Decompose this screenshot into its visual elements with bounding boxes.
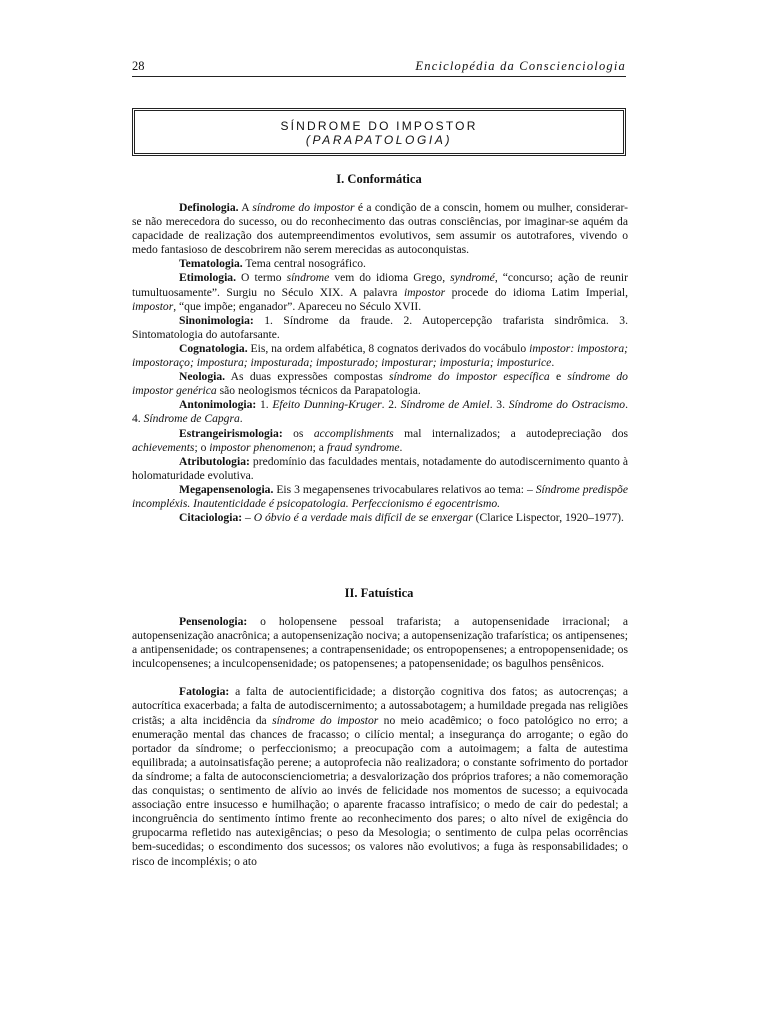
italic-text: impostor (132, 299, 174, 313)
text-run: 1. Síndrome da fraude. 2. Autopercepção trafarista sindrômica. 3. Sintomatologia do autofarsante. (132, 313, 628, 341)
italic-text: síndrome do impostor genérica (132, 370, 628, 398)
text-run: os (282, 426, 314, 440)
entry-term: Fatologia: (179, 685, 230, 699)
text-run: As duas expressões compostas (225, 370, 390, 384)
italic-text: síndrome (286, 271, 330, 285)
text-run: . (399, 440, 403, 454)
entry-term: Estrangeirismologia: (179, 426, 283, 440)
text-run: (Clarice Lispector, 1920–1977). (472, 511, 624, 525)
paragraph (132, 271, 628, 313)
text-run: , “concurso; ação de reunir tumultuosamente”. Surgiu no Século XIX. A palavra (132, 271, 628, 299)
section-body-conformatica (132, 201, 628, 525)
entry-term: Neologia. (179, 370, 226, 384)
section-heading-conformatica: I. Conformática (336, 172, 422, 186)
text-run: . 2. (381, 398, 401, 412)
paragraph (132, 511, 628, 525)
paragraph (132, 201, 628, 257)
entry-term: Antonimologia: (179, 398, 257, 412)
text-run: ; o (194, 440, 210, 454)
italic-text: Síndrome de Amiel (400, 398, 490, 412)
italic-text: Síndrome predispõe incompléxis. Inautenticidade é psicopatologia. Perfeccionismo é egocentrismo. (132, 482, 628, 510)
italic-text: syndromé (450, 271, 495, 285)
italic-text: accomplishments (313, 426, 394, 440)
italic-text: síndrome do impostor (272, 713, 379, 727)
text-run: procede do idioma Latim Imperial, (445, 285, 628, 299)
paragraph (132, 398, 628, 426)
text-run: . 3. (489, 398, 509, 412)
text-run: ; a (312, 440, 327, 454)
text-run: A (238, 201, 253, 214)
running-header (132, 58, 626, 77)
text-run: 1. (256, 398, 273, 412)
text-run: a falta de autocientificidade; a distorção cognitiva dos fatos; as autocrenças; a autocrítica exacerbada; a falta de autodiscernimento; a autossabotagem; a humildade pregada nas religiões cristãs; a alta incidência da (132, 685, 628, 727)
paragraph (132, 455, 628, 483)
text-run: . (551, 356, 555, 370)
entry-title-box (132, 108, 626, 156)
text-run: no meio acadêmico; o foco patológico no erro; a enumeração mental das chances de fracasso; o cilício mental; a insegurança do arrogante; o egão do portador da síndrome; o perfeccionismo; a preocupação com a autoimagem; a falta de autestima equilibrada; a autoinsatisfação perene; a autoprofecia não realizadora; o constante sofrimento do portador da síndrome; a falta de autoconscienciometria; a desvalorização dos próprios trafores; a não comemoração das conquistas; o sentimento de alívio ao invés de felicidade nos momentos de sucesso; a equivocada associação entre insucesso e humilhação; o aparente fracasso intrafísico; o medo de cair do pedestal; a incongruência do sentimento íntimo frente ao reconhecimento dos pares; o alto nível de exigência do grupocarma refletido nas autexigências; o peso da Mesologia; o sentimento de culpa pelas ocorrências bem-sucedidas; o escondimento dos sucessos; os valores não evolutivos; a fuga às responsabilidades; o risco de incompléxis; o ato (132, 713, 628, 868)
italic-text: impostor phenomenon (209, 440, 313, 454)
italic-text: impostor (403, 285, 446, 299)
page-number: 28 (132, 59, 145, 73)
entry-term: Megapensenologia. (179, 482, 274, 496)
paragraph (132, 370, 628, 398)
entry-term: Pensenologia: (179, 615, 248, 628)
italic-text: impostor: impostora; impostoraço; impostura; imposturada; imposturado; imposturar; imposturia; imposturice (132, 341, 628, 370)
text-run: . (239, 412, 243, 426)
section-heading-fatuistica: II. Fatuística (344, 586, 414, 600)
paragraph (132, 615, 628, 671)
text-run: mal internalizados; a autodepreciação dos (393, 426, 629, 440)
paragraph (132, 314, 628, 342)
paragraph (132, 257, 628, 271)
text-run: Tema central nosográfico. (242, 257, 366, 271)
text-run: são neologismos técnicos da Parapatologia. (216, 384, 421, 398)
italic-text: O óbvio é a verdade mais difícil de se enxergar (253, 511, 473, 525)
italic-text: Síndrome do Ostracismo (508, 398, 626, 412)
italic-text: Efeito Dunning-Kruger (272, 398, 382, 412)
running-header-title: Enciclopédia da Conscienciologia (415, 59, 626, 73)
italic-text: síndrome do impostor (252, 201, 355, 214)
italic-text: síndrome do impostor específica (389, 370, 550, 384)
text-run: Eis 3 megapensenes trivocabulares relativos ao tema: – (273, 482, 536, 496)
text-run: é a condição de a conscin, homem ou mulher, considerar-se não merecedora do sucesso, ou do reconhecimento das outras consciências, por imaginar-se aquém da capacidade de realização dos autempreendimentos evolutivos, sem assumir os autotrafores, vivendo o medo fantasioso de descobrirem não serem merecidas as autoconquistas. (132, 201, 628, 257)
entry-specialty: (PARAPATOLOGIA) (305, 133, 453, 147)
text-run: . 4. (132, 398, 629, 426)
entry-term: Citaciologia: (179, 511, 243, 525)
entry-term: Sinonimologia: (179, 313, 254, 327)
entry-title: SÍNDROME DO IMPOSTOR (280, 119, 478, 133)
text-run: vem do idioma Grego, (329, 271, 451, 285)
section-body-fatuistica (132, 615, 628, 869)
italic-text: achievements (132, 440, 195, 454)
text-run: predomínio das faculdades mentais, notadamente do autodiscernimento quanto à holomaturidade evolutiva. (132, 454, 628, 482)
italic-text: Síndrome de Capgra (143, 412, 240, 426)
entry-term: Definologia. (179, 201, 239, 214)
text-run: , “que impõe; enganador”. Apareceu no Século XVII. (173, 299, 422, 313)
text-run: e (549, 370, 568, 384)
entry-term: Atributologia: (179, 454, 250, 468)
paragraph (132, 685, 628, 868)
italic-text: fraud syndrome (326, 440, 400, 454)
paragraph (132, 342, 628, 370)
text-run: – (242, 511, 254, 525)
paragraph (132, 427, 628, 455)
text-run: O termo (236, 271, 287, 285)
entry-term: Etimologia. (179, 271, 237, 285)
entry-term: Tematologia. (179, 257, 243, 271)
entry-term: Cognatologia. (179, 341, 248, 355)
paragraph (132, 483, 628, 511)
text-run: o holopensene pessoal trafarista; a autopensenidade irracional; a autopensenização anacrônica; a autopensenização nociva; a autopensenização trafarística; os antipensenes; a antipensenidade; os contrapensenes; a contrapensenidade; os entropopensenes; a entropopensenidade; os inculcopensenes; a inculcopensenidade; os patopensenes; a patopensenidade; os bagulhos pensênicos. (132, 615, 628, 671)
text-run: Eis, na ordem alfabética, 8 cognatos derivados do vocábulo (247, 341, 530, 355)
